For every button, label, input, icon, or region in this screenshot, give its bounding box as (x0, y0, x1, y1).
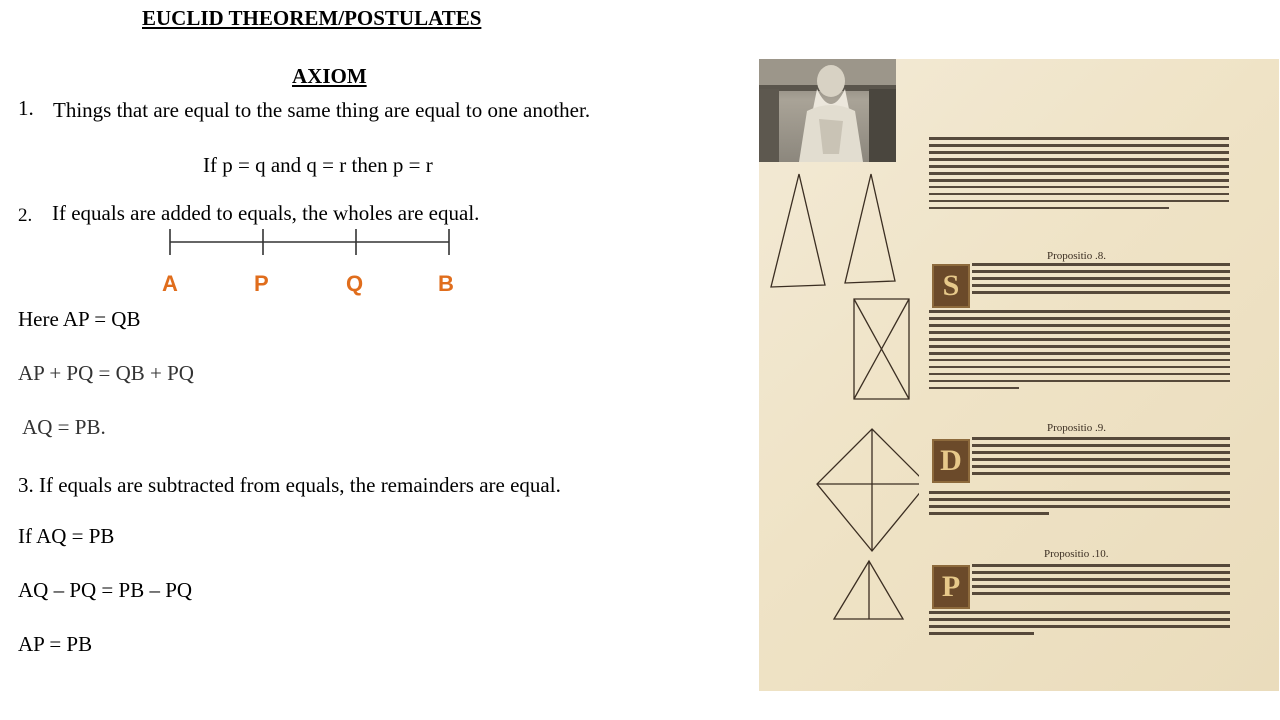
illuminated-initial-1: S (932, 264, 970, 308)
triangle-figure-2 (845, 174, 895, 283)
point-label-b: B (438, 271, 454, 296)
point-label-p: P (254, 271, 269, 296)
axiom-2-line-2: AP + PQ = QB + PQ (18, 361, 194, 385)
manuscript-text-block-5 (929, 491, 1230, 519)
illuminated-initial-2: D (932, 439, 970, 483)
manuscript-prop-8: Propositio .8. (1047, 250, 1106, 262)
manuscript-prop-9: Propositio .9. (1047, 422, 1106, 434)
axiom-3-line-3: AP = PB (18, 632, 93, 656)
axiom-3-text: 3. If equals are subtracted from equals, the remainders are equal. (18, 473, 561, 497)
euclid-manuscript-image (759, 59, 1279, 691)
page-title: EUCLID THEOREM/POSTULATES (142, 6, 482, 30)
geometric-figures (759, 159, 919, 691)
axiom-2-text: If equals are added to equals, the wholes are equal. (52, 201, 480, 225)
axiom-2-number: 2. (18, 205, 33, 226)
statue-figure (759, 59, 896, 162)
manuscript-text-block-2 (972, 263, 1230, 298)
axiom-1-example: If p = q and q = r then p = r (203, 153, 433, 177)
axiom-1-text: Things that are equal to the same thing are equal to one another. (53, 98, 591, 122)
rhombus-figure (817, 429, 919, 551)
manuscript-text-block-4 (972, 437, 1230, 479)
manuscript-text-block-7 (929, 611, 1230, 639)
axiom-3-line-1: If AQ = PB (18, 524, 115, 548)
triangle-figure-1 (771, 174, 825, 287)
axiom-1-number: 1. (18, 96, 34, 120)
axiom-2-line-3: AQ = PB. (18, 415, 106, 439)
number-line (160, 226, 460, 258)
euclid-statue-image (759, 59, 896, 162)
axiom-3-line-2: AQ – PQ = PB – PQ (18, 578, 193, 602)
point-label-q: Q (346, 271, 364, 296)
axiom-heading: AXIOM (292, 64, 367, 88)
point-label-a: A (162, 271, 178, 296)
manuscript-text-block-6 (972, 564, 1230, 599)
axiom-2-line-1: Here AP = QB (18, 307, 141, 331)
manuscript-prop-10: Propositio .10. (1044, 548, 1109, 560)
illuminated-initial-3: P (932, 565, 970, 609)
manuscript-text-block-1 (929, 137, 1229, 214)
manuscript-text-block-3 (929, 310, 1230, 394)
